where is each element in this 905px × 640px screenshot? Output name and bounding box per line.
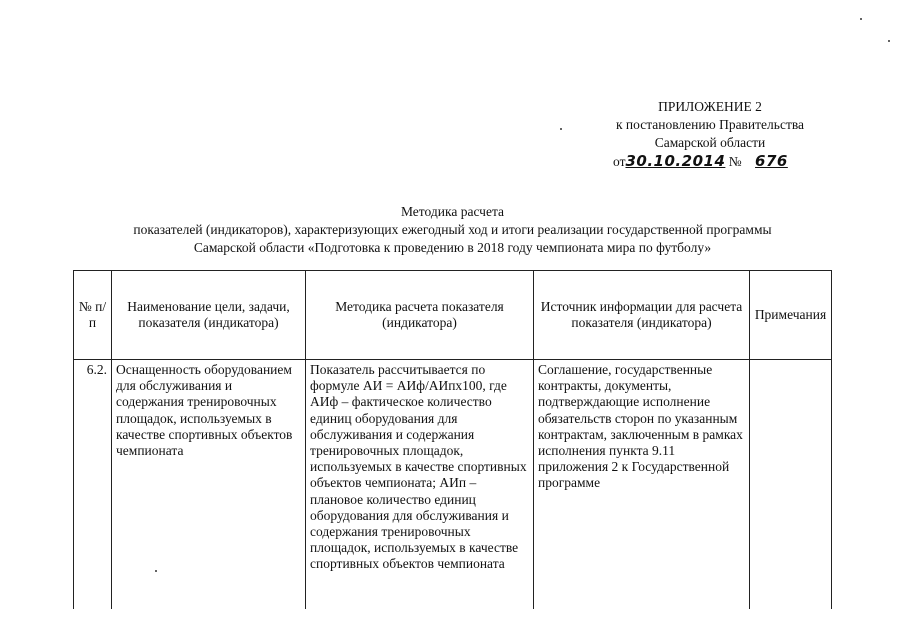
header-method: Методика расчета показателя (индикатора)	[306, 271, 534, 360]
row-name: Оснащенность оборудованием для обслуживания и содержания тренировочных площадок, используемых в качестве спортивных объектов чемпионата	[112, 360, 306, 610]
row-source: Соглашение, государственные контракты, документы, подтверждающие исполнение обязательств сторон по указанным контрактам, заключенным в рамках исполнения пункта 9.11 приложения 2 к Государственной программе	[534, 360, 750, 610]
scan-speck	[560, 128, 562, 130]
table-header-row	[74, 271, 832, 360]
methodology-table	[73, 270, 832, 609]
heading-subtitle-2: Самарской области «Подготовка к проведению в 2018 году чемпионата мира по футболу»	[193, 240, 712, 255]
row-method: Показатель рассчитывается по формуле АИ = АИф/АИпх100, где АИф – фактическое количество единиц оборудования для обслуживания и содержания тренировочных площадок, используемых в качестве спортивных объектов чемпионата; АИп – плановое количество единиц оборудования для обслуживания и содержания тренировочных площадок, используемых в качестве спортивных объектов чемпионата	[306, 360, 534, 610]
appendix-title: ПРИЛОЖЕНИЕ 2	[658, 99, 762, 114]
handwritten-number: 676	[755, 152, 788, 170]
scan-speck	[860, 18, 862, 20]
document-heading	[0, 203, 905, 257]
appendix-date-line	[595, 152, 825, 171]
appendix-line-region: Самарской области	[654, 135, 766, 150]
scan-speck	[888, 40, 890, 42]
appendix-header	[595, 98, 825, 171]
table-row	[74, 360, 832, 610]
row-notes	[750, 360, 832, 610]
header-notes: Примечания	[750, 271, 832, 360]
header-source: Источник информации для расчета показателя (индикатора)	[534, 271, 750, 360]
handwritten-date: 30.10.2014	[625, 152, 726, 170]
number-prefix: №	[728, 154, 742, 169]
date-prefix: от	[613, 154, 626, 169]
header-name: Наименование цели, задачи, показателя (индикатора)	[112, 271, 306, 360]
heading-title: Методика расчета	[400, 204, 505, 219]
appendix-line-decree: к постановлению Правительства	[615, 117, 805, 132]
row-number: 6.2.	[74, 360, 112, 610]
header-number: № п/п	[74, 271, 112, 360]
heading-subtitle-1: показателей (индикаторов), характеризующих ежегодный ход и итоги реализации государственной программы	[133, 222, 772, 237]
